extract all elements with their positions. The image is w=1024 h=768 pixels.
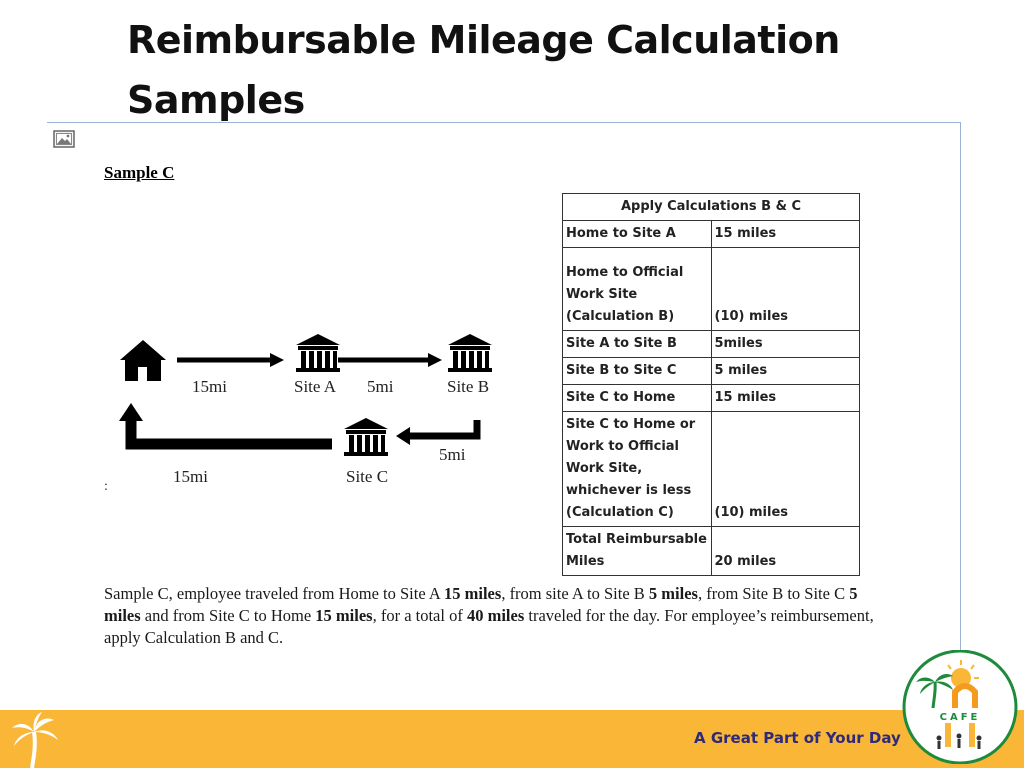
row-label: Home to Official Work Site (Calculation B) bbox=[563, 248, 712, 331]
row-label: Home to Site A bbox=[563, 221, 712, 248]
row-value: 5miles bbox=[711, 331, 860, 358]
table-row bbox=[563, 527, 860, 576]
calculation-table bbox=[562, 193, 860, 576]
house-icon bbox=[120, 340, 166, 381]
image-placeholder-icon bbox=[53, 130, 75, 148]
arrow-site-b-to-site-c bbox=[396, 420, 477, 445]
footer-tagline: A Great Part of Your Day bbox=[694, 729, 901, 747]
label-home-to-site-a: 15mi bbox=[192, 377, 227, 396]
table-row bbox=[563, 331, 860, 358]
building-icon bbox=[296, 334, 340, 372]
row-label: Site C to Home or Work to Official Work Site, whichever is less (Calculation C) bbox=[563, 412, 712, 527]
table-header: Apply Calculations B & C bbox=[563, 194, 860, 221]
row-label: Site C to Home bbox=[563, 385, 712, 412]
arrow-site-a-to-site-b bbox=[338, 353, 442, 367]
text-span: , for a total of bbox=[372, 606, 467, 625]
arrow-site-c-to-home bbox=[119, 403, 332, 444]
label-site-c: Site C bbox=[346, 467, 389, 486]
stray-colon: : bbox=[104, 479, 108, 494]
text-span: , from site A to Site B bbox=[501, 584, 649, 603]
palm-tree-icon bbox=[10, 712, 60, 768]
row-value: 15 miles bbox=[711, 385, 860, 412]
row-value: (10) miles bbox=[711, 248, 860, 331]
sample-heading: Sample C bbox=[104, 163, 175, 182]
bold-span: 40 miles bbox=[466, 606, 525, 625]
row-value: 20 miles bbox=[711, 527, 860, 576]
text-span: , from Site B to Site C bbox=[697, 584, 850, 603]
bold-span: 15 miles bbox=[315, 606, 373, 625]
table-row bbox=[563, 221, 860, 248]
row-label: Site A to Site B bbox=[563, 331, 712, 358]
text-span: traveled for the day. For employee’s reimbursement, apply Calculation B and C. bbox=[104, 606, 874, 647]
text-span: and from Site C to Home bbox=[140, 606, 316, 625]
building-icon bbox=[344, 418, 388, 456]
row-label: Site B to Site C bbox=[563, 358, 712, 385]
travel-diagram bbox=[100, 320, 520, 510]
label-site-b: Site B bbox=[447, 377, 490, 396]
table-row bbox=[563, 248, 860, 331]
bold-span: 15 miles bbox=[444, 584, 502, 603]
table-row bbox=[563, 412, 860, 527]
table-row bbox=[563, 385, 860, 412]
slide-title: Reimbursable Mileage Calculation Samples bbox=[127, 18, 840, 122]
explanation-paragraph bbox=[104, 583, 894, 649]
arrow-home-to-site-a bbox=[177, 353, 284, 367]
label-c-to-home: 15mi bbox=[173, 467, 208, 486]
row-value: 15 miles bbox=[711, 221, 860, 248]
label-a-to-b: 5mi bbox=[367, 377, 394, 396]
bold-span: 5 miles bbox=[104, 584, 858, 625]
cafe-logo bbox=[899, 650, 1021, 764]
row-value: (10) miles bbox=[711, 412, 860, 527]
label-site-a: Site A bbox=[294, 377, 337, 396]
row-value: 5 miles bbox=[711, 358, 860, 385]
row-label: Total Reimbursable Miles bbox=[563, 527, 712, 576]
cafe-logo-text: CAFE bbox=[939, 712, 981, 723]
table-row bbox=[563, 358, 860, 385]
text-span: Sample C, employee traveled from Home to Site A bbox=[104, 584, 445, 603]
label-b-to-c: 5mi bbox=[439, 445, 466, 464]
building-icon bbox=[448, 334, 492, 372]
bold-span: 5 miles bbox=[648, 584, 698, 603]
